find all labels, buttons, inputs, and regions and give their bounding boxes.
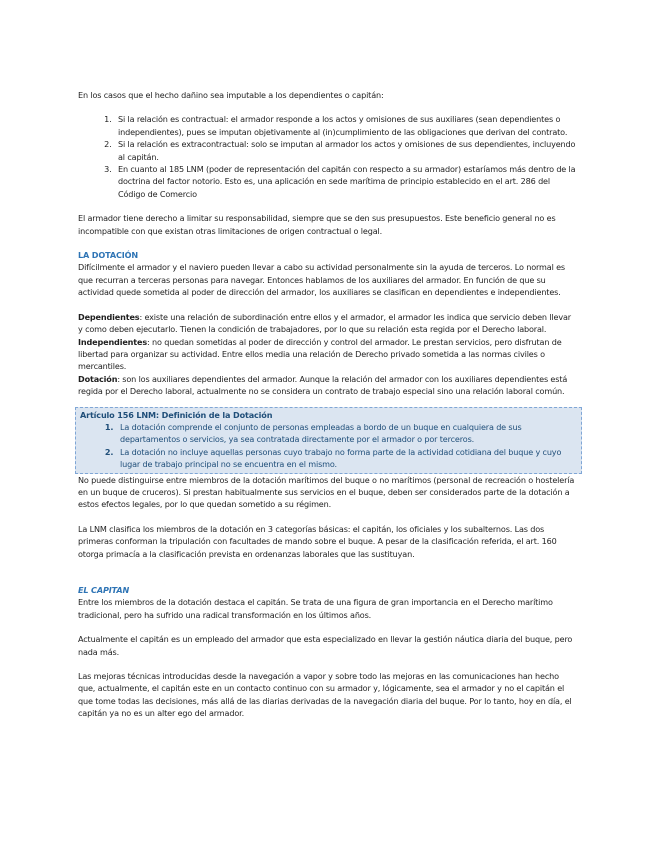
capitan-paragraph-3: Las mejoras técnicas introducidas desde la navegación a vapor y sobre todo las mejoras en las comunicaciones han hecho que, actualmente, el capitán este en un contacto continuo con su armador y, lógicamente, sea el armador y no el capitán el que tome todas las decisiones, más allá de las diarias derivadas de la navegación diaria del buque. Por lo tanto, hoy en día, el capitán ya no es un alter ego del armador. (78, 671, 572, 719)
capitan-paragraph-1: Entre los miembros de la dotación destaca el capitán. Se trata de una figura de gran importancia en el Derecho marítimo tradicional, pero ha sufrido una radical transformación en los últimos años. (78, 597, 553, 620)
article-box-title: Artículo 156 LNM: Definición de la Dotación (80, 409, 273, 420)
definition-dotacion (78, 373, 578, 398)
definition-term: Independientes (78, 336, 147, 347)
dotacion-paragraph: Difícilmente el armador y el naviero pueden llevar a cabo su actividad personalmente sin la ayuda de terceros. Lo normal es que recurran a terceras personas para navegar. Entonces hablamos de los auxiliares del armador. En función de que su actividad quede sometida al poder de dirección del armador, los auxiliares se clasifican en dependientes e independientes. (78, 262, 565, 298)
list-item: 2. La dotación no incluye aquellas personas cuyo trabajo no forma parte de la actividad cotidiana del buque y cuyo lugar de trabajo principal no se encuentra en el mismo. (116, 446, 577, 471)
definition-term: Dotación (78, 373, 118, 384)
intro-paragraph: En los casos que el hecho dañino sea imputable a los dependientes o capitán: (78, 90, 384, 100)
section-heading-dotacion: LA DOTACIÓN (78, 250, 138, 261)
article-156-box (75, 407, 582, 474)
definition-text: : existe una relación de subordinación entre ellos y el armador, el armador les indica que servicio deben llevar y como deben ejecutarlo. Tienen la condición de trabajadores, por lo que su relación esta regida por el Derecho laboral. (78, 311, 571, 335)
after-box-paragraph-1: No puede distinguirse entre miembros de la dotación marítimos del buque o no marítimos (personal de recreación o hostelería en un buque de cruceros). Si prestan habitualmente sus servicios en el buque, deben ser considerados parte de la dotación a estos efectos legales, por lo que quedan sometido a su régimen. (78, 474, 575, 510)
list-item: 1. Si la relación es contractual: el armador responde a los actos y omisiones de sus auxiliares (sean dependientes o independientes), pues se imputan objetivamente al (in)cumplimiento de las obligaciones que derivan del contrato. (114, 113, 578, 138)
document-body (78, 89, 578, 720)
definition-term: Dependientes (78, 311, 140, 322)
capitan-paragraph-2: Actualmente el capitán es un empleado del armador que esta especializado en llevar la gestión náutica diaria del buque, pero nada más. (78, 634, 573, 657)
definition-text: : son los auxiliares dependientes del armador. Aunque la relación del armador con los auxiliares dependientes está regida por el Derecho laboral, actualmente no se considera un contrato de trabajo especial sino una relación laboral común. (78, 373, 568, 397)
cases-list (78, 113, 578, 200)
definition-independientes (78, 336, 578, 373)
after-box-paragraph-2: La LNM clasifica los miembros de la dotación en 3 categorías básicas: el capitán, los oficiales y los subalternos. Las dos primeras conforman la tripulación con facultades de mando sobre el buque. A pesar de la clasificación referida, el art. 160 otorga primacía a la clasificación prevista en ordenanzas laborales que las sustituyan. (78, 523, 557, 559)
list-item: 1. La dotación comprende el conjunto de personas empleadas a bordo de un buque en cualquiera de sus departamentos o servicios, ya sea contratada directamente por el armador o por terceros. (116, 421, 577, 446)
article-box-list (80, 421, 577, 471)
definition-dependientes (78, 311, 578, 336)
list-item: 2. Si la relación es extracontractual: solo se imputan al armador los actos y omisiones de sus dependientes, incluyendo al capitán. (114, 138, 578, 163)
definition-text: : no quedan sometidas al poder de dirección y control del armador. Le prestan servicios, pero disfrutan de libertad para organizar su actividad. Entre ellos media una relación de Derecho privado sometida a las normas civiles o mercantiles. (78, 336, 562, 372)
section-heading-capitan: EL CAPITAN (78, 585, 130, 595)
list-item: 3. En cuanto al 185 LNM (poder de representación del capitán con respecto a su armador) estaríamos más dentro de la doctrina del factor notorio. Esto es, una aplicación en sede marítima de principio establecido en el art. 286 del Código de Comercio (114, 163, 578, 200)
limit-paragraph: El armador tiene derecho a limitar su responsabilidad, siempre que se den sus presupuestos. Este beneficio general no es incompatible con que existan otras limitaciones de origen contractual o legal. (78, 213, 556, 236)
